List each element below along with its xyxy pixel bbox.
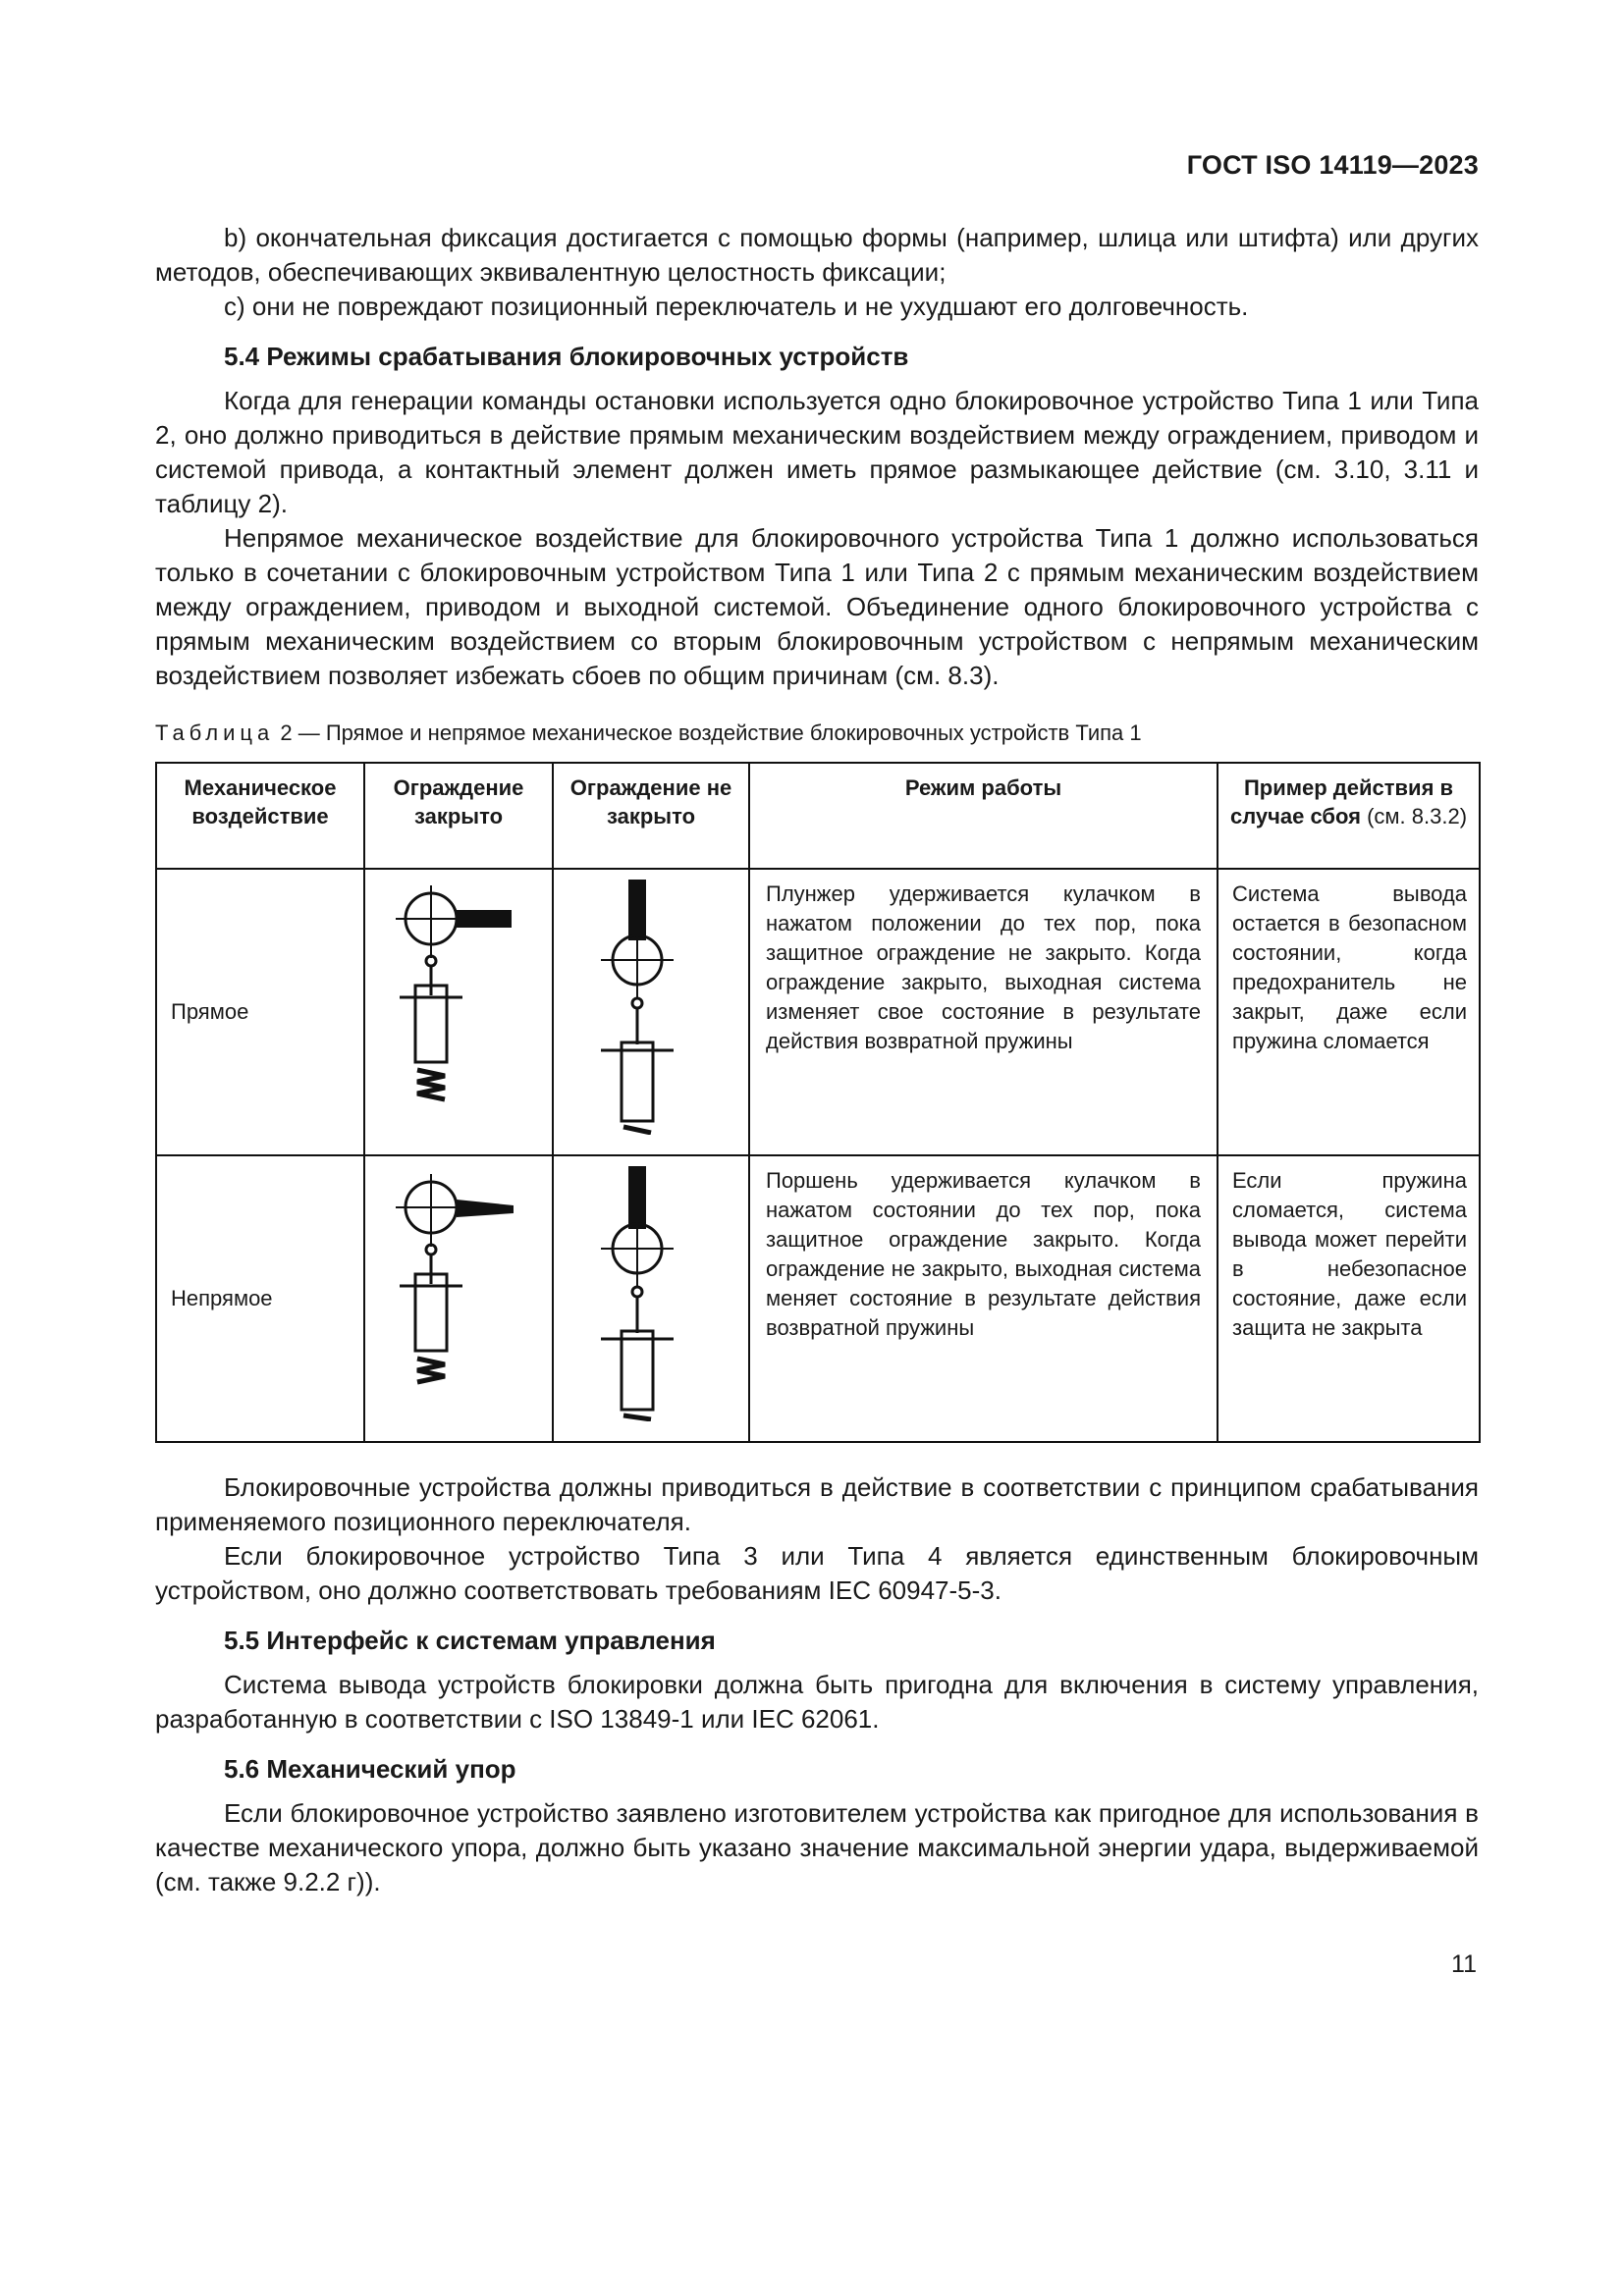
document-header: ГОСТ ISO 14119—2023 [1186, 150, 1479, 180]
table-caption [155, 719, 1479, 748]
cam-plunger-open-diagram-icon [554, 870, 748, 1135]
cell-operating-mode-direct: Плунжер удерживается кулачком в нажатом положении до тех пор, пока защитное ограждение не закрыто. Когда ограждение закрыто, выходная система изменяет свое состояние в результате действия возвратной пружины [749, 869, 1218, 1155]
cam-plunger-diagram-icon [366, 870, 551, 1135]
after-table-paragraph-1: Блокировочные устройства должны приводиться в действие в соответствии с принципом срабатывания применяемого позиционного переключателя. [155, 1472, 1479, 1536]
section-heading-5-4: 5.4 Режимы срабатывания блокировочных устройств [224, 342, 909, 371]
cell-failure-direct: Система вывода остается в безопасном состоянии, когда предохранитель не закрыт, даже если пружина сломается [1218, 869, 1480, 1155]
page-number: 11 [1451, 1950, 1477, 1978]
table-header-row [156, 763, 1480, 869]
header-mechanical-action: Механическое воздействие [156, 763, 364, 869]
list-item-b: b) окончательная фиксация достигается с помощью формы (например, шлица или штифта) или других методов, обеспечивающих эквивалентную целостность фиксации; [155, 223, 1479, 287]
cell-operating-mode-indirect: Поршень удерживается кулачком в нажатом состоянии до тех пор, пока защитное ограждение закрыто. Когда ограждение не закрыто, выходная система меняет состояние в результате действия возвратной пружины [749, 1155, 1218, 1442]
list-item-c: c) они не повреждают позиционный переключатель и не ухудшают его долговечность. [224, 292, 1249, 321]
header-failure-example [1218, 763, 1480, 869]
section-5-4-paragraph-1: Когда для генерации команды остановки используется одно блокировочное устройство Типа 1 или Типа 2, оно должно приводиться в действие прямым механическим воздействием между ограждением, приводом и системой привода, а контактный элемент должен иметь прямое размыкающее действие (см. 3.10, 3.11 и таблицу 2). [155, 386, 1479, 518]
diagram-direct-guard-closed [364, 869, 553, 1155]
header-guard-not-closed: Ограждение не закрыто [553, 763, 749, 869]
table-caption-text: 2 — Прямое и непрямое механическое воздействие блокировочных устройств Типа 1 [280, 721, 1142, 745]
header-failure-example-bold: Пример действия в случае сбоя [1229, 775, 1454, 828]
cam-plunger-indirect-diagram-icon [366, 1156, 551, 1421]
spacer [155, 1443, 1479, 1470]
section-5-4-paragraph-2: Непрямое механическое воздействие для блокировочного устройства Типа 1 должно использоваться только в сочетании с блокировочным устройством Типа 1 или Типа 2 с прямым механическим воздействием между ограждением, приводом и выходной системой. Объединение одного блокировочного устройства с прямым механическим воздействием со вторым блокировочным устройством с непрямым механическим воздействием позволяет избежать сбоев по общим причинам (см. 8.3). [155, 523, 1479, 690]
section-5-5-paragraph: Система вывода устройств блокировки должна быть пригодна для включения в систему управления, разработанную в соответствии с ISO 13849-1 или IEC 62061. [155, 1670, 1479, 1734]
after-table-paragraph-2: Если блокировочное устройство Типа 3 или Типа 4 является единственным блокировочным устройством, оно должно соответствовать требованиям IEC 60947-5-3. [155, 1541, 1479, 1605]
section-heading-5-5: 5.5 Интерфейс к системам управления [224, 1626, 716, 1655]
row-label-indirect: Непрямое [156, 1155, 364, 1442]
table-caption-label: Таблица [155, 721, 275, 745]
cam-plunger-indirect-open-diagram-icon [554, 1156, 748, 1421]
cell-failure-indirect: Если пружина сломается, система вывода может перейти в небезопасное состояние, даже если защита не закрыта [1218, 1155, 1480, 1442]
header-failure-example-ref: (см. 8.3.2) [1367, 804, 1468, 828]
diagram-direct-guard-open [553, 869, 749, 1155]
row-label-direct: Прямое [156, 869, 364, 1155]
table-row [156, 1155, 1480, 1442]
page-content [155, 221, 1479, 1899]
diagram-indirect-guard-closed [364, 1155, 553, 1442]
table-row [156, 869, 1480, 1155]
header-operating-mode: Режим работы [749, 763, 1218, 869]
section-5-6-paragraph: Если блокировочное устройство заявлено изготовителем устройства как пригодное для использования в качестве механического упора, должно быть указано значение максимальной энергии удара, выдерживаемой (см. также 9.2.2 г)). [155, 1798, 1479, 1896]
table-2 [155, 762, 1481, 1443]
diagram-indirect-guard-open [553, 1155, 749, 1442]
section-heading-5-6: 5.6 Механический упор [224, 1754, 516, 1784]
header-guard-closed: Ограждение закрыто [364, 763, 553, 869]
